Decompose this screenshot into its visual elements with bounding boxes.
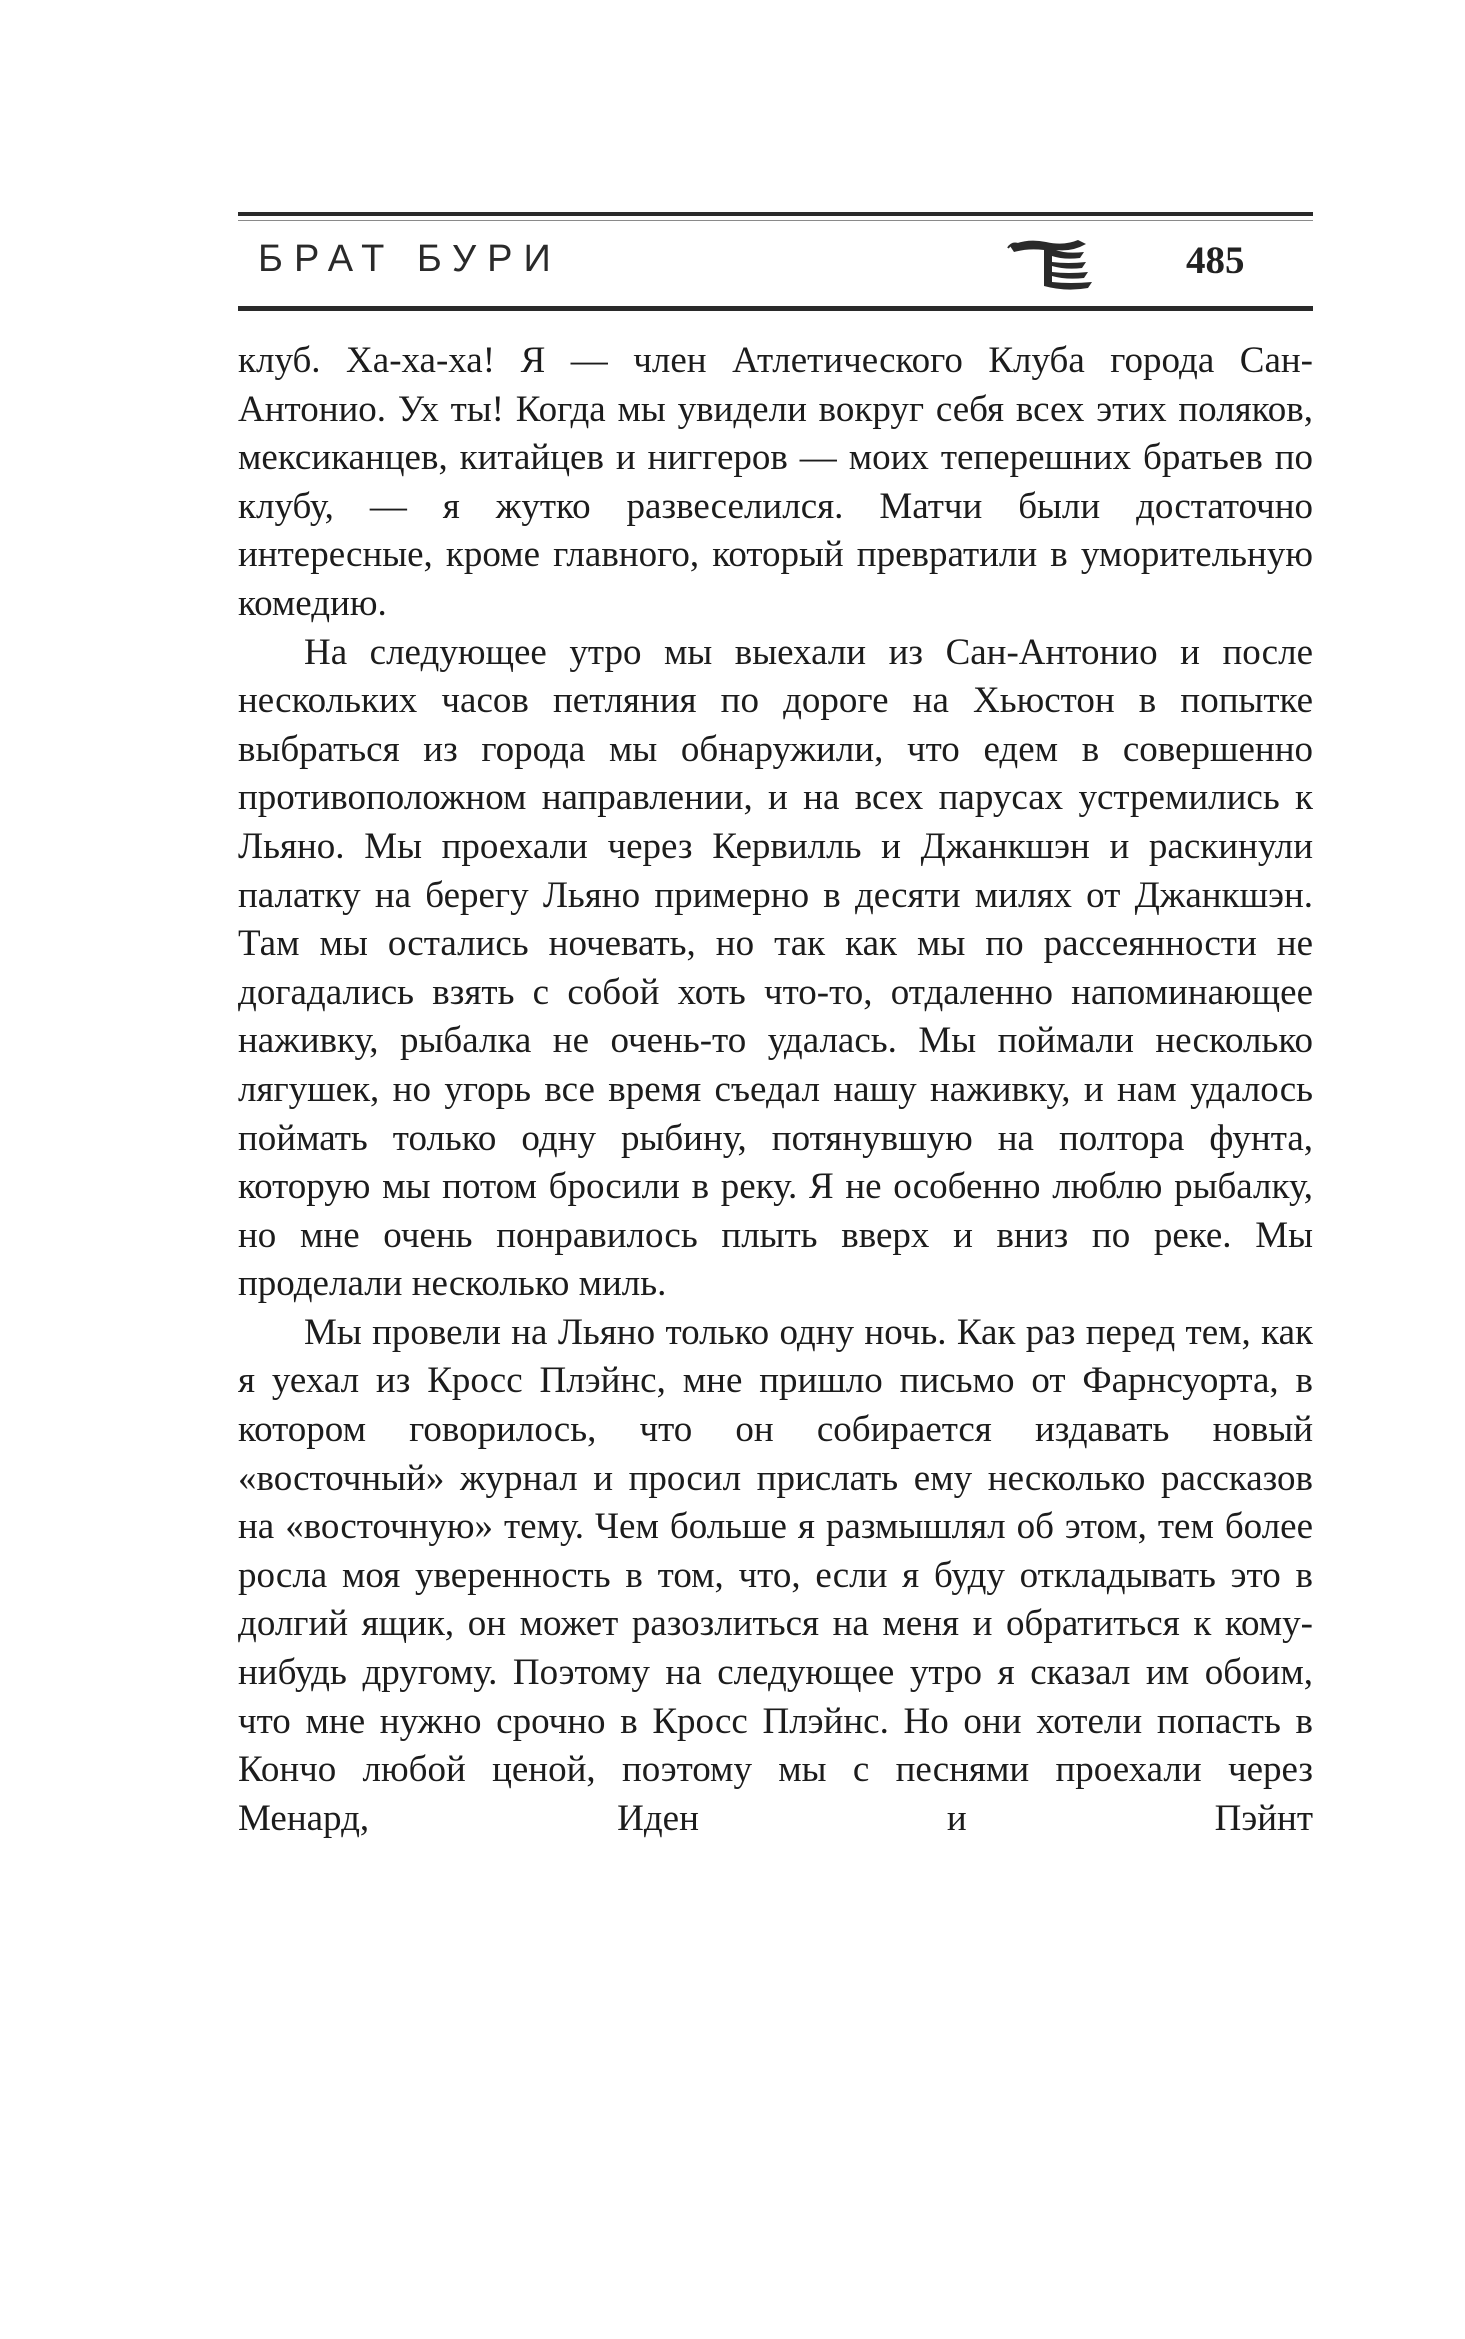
paragraph: клуб. Ха-ха-ха! Я — член Атлетического Клуба города Сан-Антонио. Ух ты! Когда мы увидели вокруг себя всех этих поляков, мексиканцев, китайцев и ниггеров — моих теперешних братьев по клубу, — я жутко развеселился. Матчи были достаточно интересные, кроме главного, который превратили в уморительную комедию.	[238, 340, 1313, 624]
header-top-rule	[238, 212, 1313, 216]
ornament-icon	[1006, 236, 1094, 296]
paragraph: На следующее утро мы выехали из Сан-Антонио и после нескольких часов петляния по дороге на Хьюстон в попытке выбраться из города мы обнаружили, что едем в совершенно противоположном направлении, и на всех парусах устремились к Льяно. Мы проехали через Кервилль и Джанкшэн и раскинули палатку на берегу Льяно примерно в десяти милях от Джанкшэн. Там мы остались ночевать, но так как мы по рассеянности не догадались взять с собой хоть что-то, отдаленно напоминающее наживку, рыбалка не очень-то удалась. Мы поймали несколько лягушек, но угорь все время съедал нашу наживку, и нам удалось поймать только одну рыбину, потянувшую на полтора фунта, которую мы потом бросили в реку. Я не особенно люблю рыбалку, но мне очень понравилось плыть вверх и вниз по реке. Мы проделали несколько миль.	[238, 631, 1313, 1305]
paragraph: Мы провели на Льяно только одну ночь. Как раз перед тем, как я уехал из Кросс Плэйнс, мне пришло письмо от Фарнсуорта, в котором говорилось, что он собирается издавать новый «восточный» журнал и просил прислать ему несколько рассказов на «восточную» тему. Чем больше я размышлял об этом, тем более росла моя уверенность в том, что, если я буду откладывать это в долгий ящик, он может разозлиться на меня и обратиться к кому-нибудь другому. Поэтому на следующее утро я сказал им обоим, что мне нужно срочно в Кросс Плэйнс. Но они хотели попасть в Кончо любой ценой, поэтому мы с песнями проехали через Менард, Иден и Пэйнт	[238, 1311, 1313, 1839]
header-top-thin-rule	[238, 220, 1313, 221]
running-title: БРАТ БУРИ	[258, 238, 562, 280]
header-bottom-rule	[238, 306, 1313, 311]
page-number: 485	[1186, 239, 1245, 282]
body-text	[238, 337, 1313, 1843]
